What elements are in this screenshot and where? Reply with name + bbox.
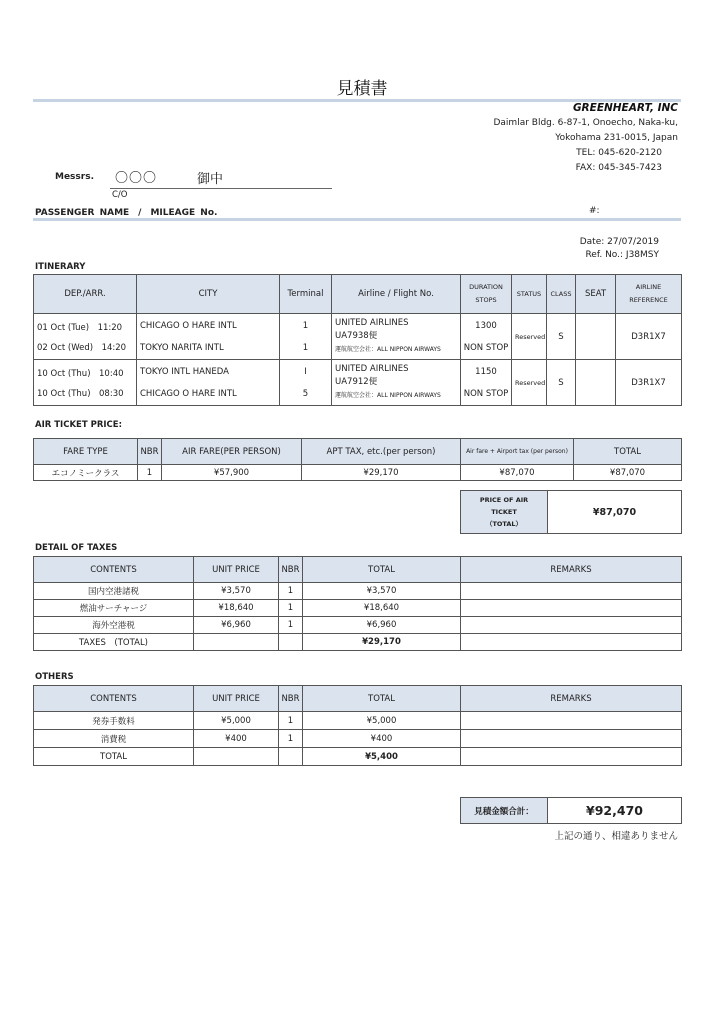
tax-remarks (461, 617, 682, 634)
air-ticket-table (33, 438, 682, 481)
taxes-total-row (34, 634, 682, 651)
flight-number: UA7938便 (335, 331, 378, 341)
col-reference-label1: AIRLINE (635, 283, 662, 291)
grand-total-value: ¥92,470 (548, 798, 682, 824)
tax-unit-price: ¥6,960 (194, 617, 279, 634)
airline-reference: D3R1X7 (616, 360, 682, 406)
fare-type: エコノミークラス (34, 465, 138, 481)
air-fare: ¥57,900 (162, 465, 302, 481)
col-unit-price: UNIT PRICE (194, 686, 279, 712)
booking-class: S (547, 314, 576, 360)
reference-number: Ref. No.: J38MSY (585, 250, 659, 260)
itinerary-table (33, 274, 682, 406)
others-row (34, 712, 682, 730)
col-dep-arr: DEP./ARR. (34, 275, 137, 314)
seat-cell (576, 314, 616, 360)
date-ref-block (580, 236, 659, 262)
tax-nbr: 1 (279, 583, 303, 600)
airline-name: UNITED AIRLINES (335, 364, 409, 374)
booking-class: S (547, 360, 576, 406)
others-unit-price: ¥400 (194, 730, 279, 748)
col-terminal: Terminal (280, 275, 332, 314)
flight-duration: 1150 (475, 366, 497, 377)
col-reference-label2: REFERENCE (629, 296, 668, 304)
airline-reference: D3R1X7 (616, 314, 682, 360)
departure-city: CHICAGO O HARE INTL (140, 320, 237, 331)
tax-total: ¥3,570 (303, 583, 461, 600)
departure-time: 01 Oct (Tue) 11:20 (37, 322, 123, 333)
col-contents: CONTENTS (34, 557, 194, 583)
tax-nbr: 1 (279, 617, 303, 634)
booking-status: Reserved (512, 360, 547, 406)
air-ticket-total-label-line3: （TOTAL） (485, 520, 523, 528)
itinerary-label: ITINERARY (35, 262, 86, 272)
combined-fare: ¥87,070 (461, 465, 574, 481)
apt-tax: ¥29,170 (302, 465, 461, 481)
col-fare-type: FARE TYPE (34, 439, 138, 465)
itinerary-header-row (34, 275, 682, 314)
col-seat: SEAT (576, 275, 616, 314)
tax-total: ¥18,640 (303, 600, 461, 617)
air-ticket-total-value: ¥87,070 (548, 491, 682, 534)
arrival-city: CHICAGO O HARE INTL (140, 388, 237, 399)
arrival-terminal: 1 (302, 342, 309, 353)
fare-total: ¥87,070 (574, 465, 682, 481)
recipient-suffix: 御中 (197, 172, 224, 187)
others-total-label: TOTAL (34, 748, 194, 766)
others-label: OTHERS (35, 672, 74, 682)
col-nbr: NBR (279, 557, 303, 583)
document-title: 見積書 (336, 79, 388, 99)
col-unit-price: UNIT PRICE (194, 557, 279, 583)
tax-unit-price: ¥18,640 (194, 600, 279, 617)
air-ticket-total-label-line1: PRICE OF AIR (479, 496, 529, 504)
col-apt-tax: APT TAX, etc.(per person) (302, 439, 461, 465)
tax-contents: 国内空港諸税 (34, 583, 194, 600)
departure-terminal: I (304, 366, 307, 377)
passenger-label: PASSENGER NAME / MILEAGE No. (35, 208, 218, 218)
col-remarks: REMARKS (461, 557, 682, 583)
taxes-table (33, 556, 682, 651)
company-address-line2: Yokohama 231-0015, Japan (555, 133, 678, 143)
air-ticket-row (34, 465, 682, 481)
passenger-divider (33, 218, 681, 221)
grand-total-box (460, 797, 682, 824)
company-name: GREENHEART, INC (572, 102, 678, 114)
taxes-label: DETAIL OF TAXES (35, 543, 118, 553)
company-fax: FAX: 045-345-7423 (575, 163, 662, 173)
col-class: CLASS (547, 275, 576, 314)
tax-total: ¥6,960 (303, 617, 461, 634)
itinerary-segment-row (34, 360, 682, 406)
tax-row (34, 600, 682, 617)
others-total: ¥400 (303, 730, 461, 748)
others-nbr: 1 (279, 730, 303, 748)
company-block (493, 101, 678, 176)
others-unit-price: ¥5,000 (194, 712, 279, 730)
company-address-line1: Daimlar Bldg. 6-87-1, Onoecho, Naka-ku, (493, 118, 678, 128)
messrs-label: Messrs. (55, 172, 94, 182)
others-nbr: 1 (279, 712, 303, 730)
taxes-total-label: TAXES (TOTAL) (34, 634, 194, 651)
flight-stops: NON STOP (463, 388, 509, 399)
col-combined-fare: Air fare + Airport tax (per person) (461, 439, 574, 465)
others-total-value: ¥5,400 (303, 748, 461, 766)
others-remarks (461, 730, 682, 748)
col-duration (461, 275, 512, 314)
air-ticket-total-label (461, 491, 548, 534)
operated-by: 運航航空会社：ALL NIPPON AIRWAYS (335, 346, 441, 353)
tax-contents: 海外空港税 (34, 617, 194, 634)
others-table (33, 685, 682, 766)
itinerary-segment-row (34, 314, 682, 360)
mileage-number-label: #: (589, 206, 600, 216)
col-total: TOTAL (303, 686, 461, 712)
air-ticket-total-label-line2: TICKET (491, 508, 517, 516)
col-nbr: NBR (138, 439, 162, 465)
tax-unit-price: ¥3,570 (194, 583, 279, 600)
others-remarks (461, 712, 682, 730)
col-duration-label: DURATION (469, 283, 503, 291)
tax-remarks (461, 583, 682, 600)
departure-terminal: 1 (302, 320, 309, 331)
col-reference (616, 275, 682, 314)
taxes-header-row (34, 557, 682, 583)
flight-duration: 1300 (475, 320, 497, 331)
company-tel: TEL: 045-620-2120 (576, 148, 662, 158)
air-ticket-label: AIR TICKET PRICE: (35, 420, 122, 430)
col-nbr: NBR (279, 686, 303, 712)
col-status: STATUS (512, 275, 547, 314)
booking-status: Reserved (512, 314, 547, 360)
tax-row (34, 617, 682, 634)
others-contents: 発券手数料 (34, 712, 194, 730)
others-contents: 消費税 (34, 730, 194, 748)
departure-time: 10 Oct (Thu) 10:40 (37, 368, 124, 379)
seat-cell (576, 360, 616, 406)
col-stops-label: STOPS (475, 296, 497, 304)
airline-name: UNITED AIRLINES (335, 318, 409, 328)
fare-nbr: 1 (138, 465, 162, 481)
others-row (34, 730, 682, 748)
col-air-fare: AIR FARE(PER PERSON) (162, 439, 302, 465)
departure-city: TOKYO INTL HANEDA (140, 366, 229, 377)
others-header-row (34, 686, 682, 712)
air-ticket-total-box (460, 490, 682, 534)
care-of-label: C/O (112, 190, 128, 200)
tax-contents: 燃油サーチャージ (34, 600, 194, 617)
col-fare-total: TOTAL (574, 439, 682, 465)
col-airline: Airline / Flight No. (332, 275, 461, 314)
operated-by: 運航航空会社：ALL NIPPON AIRWAYS (335, 392, 441, 399)
arrival-time: 02 Oct (Wed) 14:20 (37, 342, 127, 353)
others-total-row (34, 748, 682, 766)
col-contents: CONTENTS (34, 686, 194, 712)
others-total: ¥5,000 (303, 712, 461, 730)
quote-date: Date: 27/07/2019 (579, 237, 659, 247)
arrival-city: TOKYO NARITA INTL (140, 342, 224, 353)
recipient-name: 〇〇〇 (115, 171, 158, 186)
arrival-time: 10 Oct (Thu) 08:30 (37, 388, 124, 399)
tax-nbr: 1 (279, 600, 303, 617)
air-ticket-header-row (34, 439, 682, 465)
col-city: CITY (137, 275, 280, 314)
recipient-underline (110, 188, 332, 189)
arrival-terminal: 5 (302, 388, 309, 399)
tax-remarks (461, 600, 682, 617)
flight-stops: NON STOP (463, 342, 509, 353)
col-total: TOTAL (303, 557, 461, 583)
col-remarks: REMARKS (461, 686, 682, 712)
grand-total-label: 見積金額合計： (461, 798, 548, 824)
closing-note: 上記の通り、相違ありません (554, 831, 678, 842)
tax-row (34, 583, 682, 600)
flight-number: UA7912便 (335, 377, 378, 387)
taxes-total-value: ¥29,170 (303, 634, 461, 651)
